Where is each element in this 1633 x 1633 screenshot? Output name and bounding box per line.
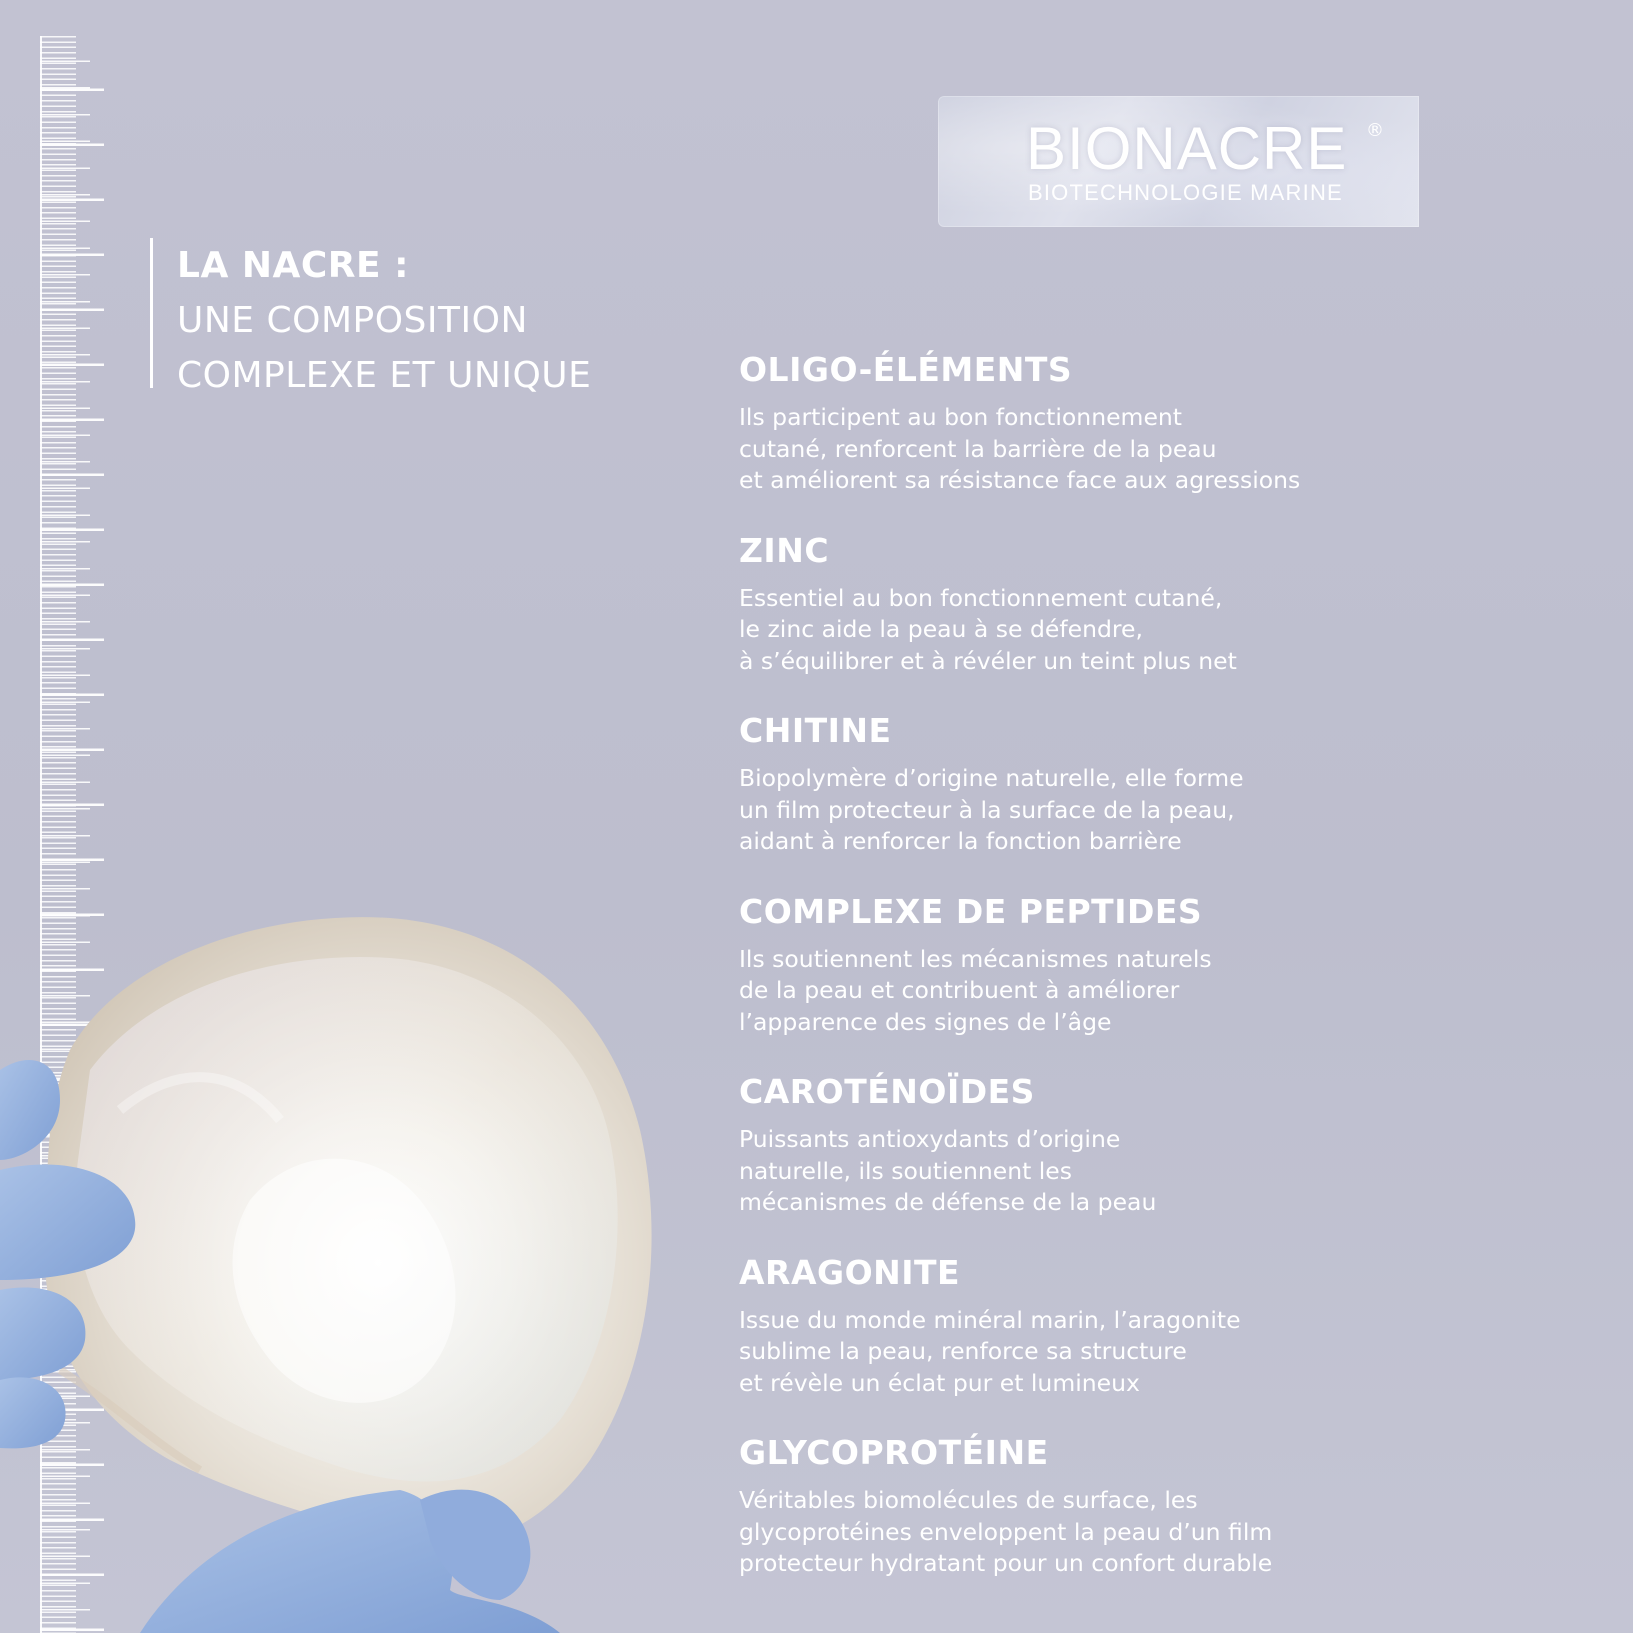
item-title: GLYCOPROTÉINE — [739, 1433, 1049, 1472]
list-item — [739, 1072, 1599, 1253]
list-item — [739, 711, 1599, 892]
list-item — [739, 892, 1599, 1073]
brand-name: BIONACRE — [1026, 115, 1348, 182]
page-title — [150, 238, 592, 396]
brand-tagline: BIOTECHNOLOGIE MARINE — [1028, 180, 1343, 205]
item-title: ARAGONITE — [739, 1252, 961, 1292]
list-item — [739, 531, 1599, 712]
item-title: ZINC — [739, 530, 830, 570]
title-line-2: UNE COMPOSITION — [177, 300, 528, 341]
title-line-1: LA NACRE : — [177, 245, 409, 286]
nacre-shell-photo — [0, 900, 680, 1633]
composition-list — [739, 350, 1599, 1614]
item-title: CAROTÉNOÏDES — [739, 1072, 1035, 1111]
item-title: CHITINE — [739, 711, 892, 750]
item-description: Ils participent au bon fonctionnement cutané, renforcent la barrière de la peau et améliorent sa résistance face aux agressions — [739, 403, 1301, 494]
registered-mark: ® — [1366, 120, 1384, 141]
item-description: Biopolymère d’origine naturelle, elle forme un film protecteur à la surface de la peau, aidant à renforcer la fonction barrière — [739, 764, 1244, 855]
bionacre-logo — [938, 96, 1419, 227]
item-description: Puissants antioxydants d’origine naturelle, ils soutiennent les mécanismes de défense de la peau — [739, 1125, 1157, 1216]
list-item — [739, 350, 1599, 531]
item-title: OLIGO-ÉLÉMENTS — [739, 350, 1073, 389]
item-description: Véritables biomolécules de surface, les glycoprotéines enveloppent la peau d’un film protecteur hydratant pour un confort durable — [739, 1486, 1273, 1577]
title-line-3: COMPLEXE ET UNIQUE — [177, 355, 592, 396]
item-description: Ils soutiennent les mécanismes naturels de la peau et contribuent à améliorer l’apparence des signes de l’âge — [739, 944, 1212, 1036]
item-description: Essentiel au bon fonctionnement cutané, le zinc aide la peau à se défendre, à s’équilibrer et à révéler un teint plus net — [739, 583, 1237, 675]
list-item — [739, 1433, 1599, 1614]
item-description: Issue du monde minéral marin, l’aragonite sublime la peau, renforce sa structure et révèle un éclat pur et lumineux — [739, 1305, 1241, 1397]
list-item — [739, 1253, 1599, 1434]
item-title: COMPLEXE DE PEPTIDES — [739, 891, 1203, 931]
